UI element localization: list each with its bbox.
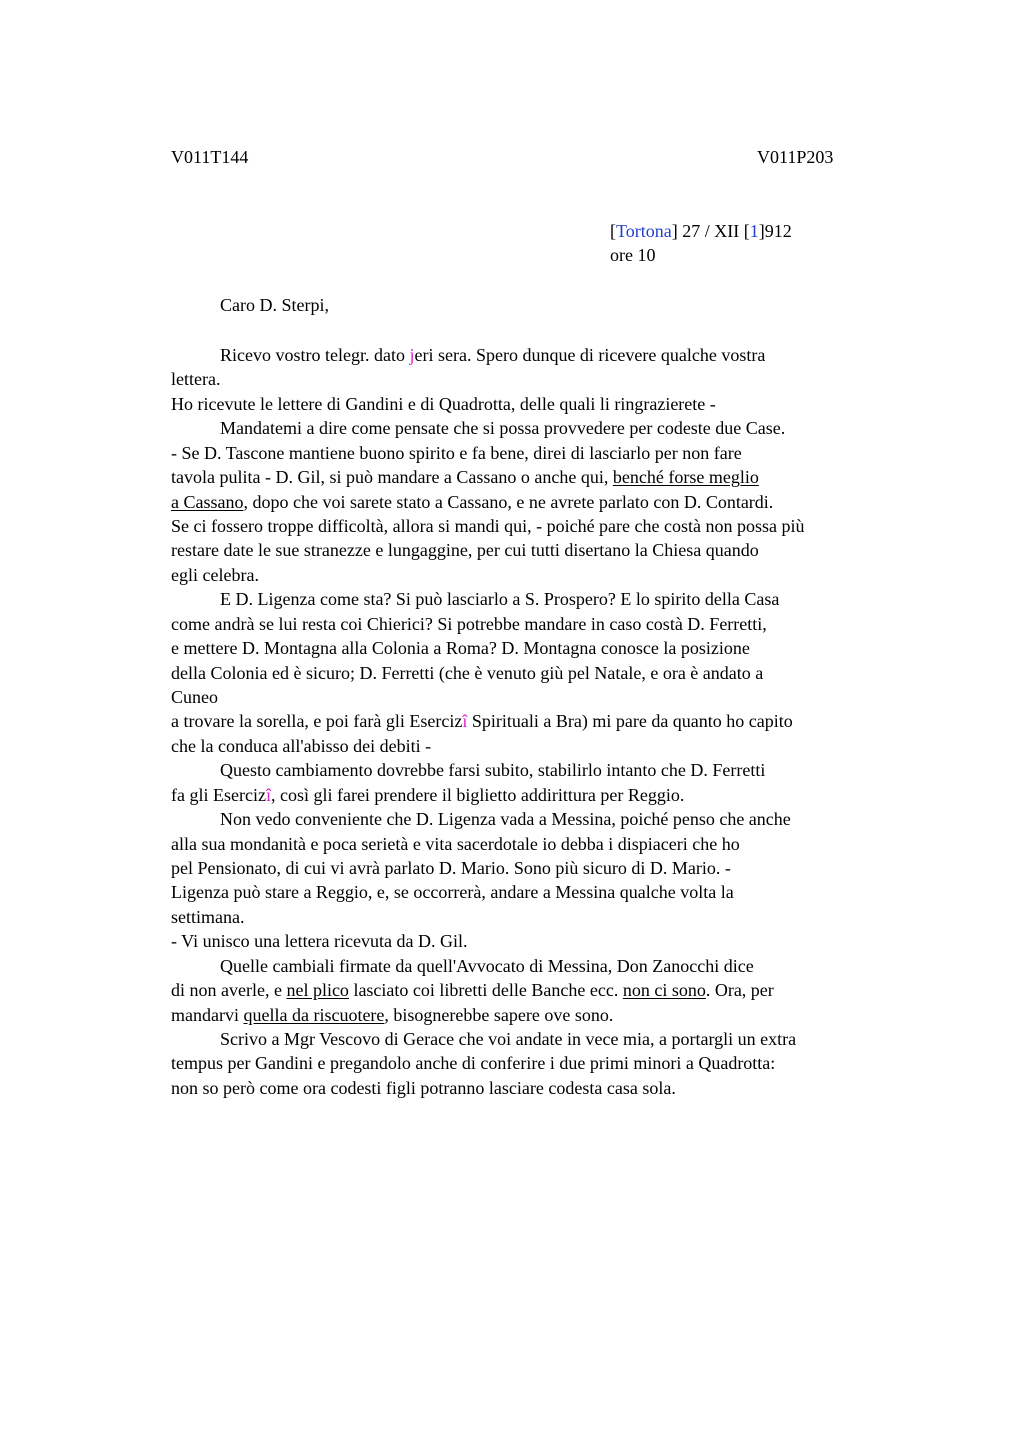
- body-line: Non vedo conveniente che D. Ligenza vada a Messina, poiché penso che anche: [220, 809, 791, 829]
- body-line: Se ci fossero troppe difficoltà, allora si mandi qui, - poiché pare che costà non possa più: [171, 516, 805, 536]
- text-segment: eri sera. Spero dunque di ricevere qualche vostra: [414, 345, 766, 365]
- text-segment: , dopo che voi sarete stato a Cassano, e ne avrete parlato con D. Contardi.: [243, 492, 774, 512]
- body-line: [171, 709, 793, 733]
- body-line: Cuneo: [171, 687, 218, 707]
- text-segment: tavola pulita - D. Gil, si può mandare a Cassano o anche qui,: [171, 467, 613, 487]
- body-line: tempus per Gandini e pregandolo anche di conferire i due primi minori a Quadrotta:: [171, 1053, 776, 1073]
- dateline-year-digit: 1: [749, 221, 759, 241]
- body-line: alla sua mondanità e poca serietà e vita sacerdotale io debba i dispiaceri che ho: [171, 834, 740, 854]
- body-line: pel Pensionato, di cui vi avrà parlato D. Mario. Sono più sicuro di D. Mario. -: [171, 858, 731, 878]
- body-line: Mandatemi a dire come pensate che si possa provvedere per codeste due Case.: [220, 418, 786, 438]
- editorial-mark: j: [409, 345, 415, 365]
- body-line: come andrà se lui resta coi Chierici? Si potrebbe mandare in caso costà D. Ferretti,: [171, 614, 767, 634]
- body-line: [171, 465, 759, 489]
- body-line: che la conduca all'abisso dei debiti -: [171, 736, 432, 756]
- underlined-text: quella da riscuotere: [243, 1005, 385, 1025]
- dateline-date: ] 27 / XII [: [671, 221, 750, 241]
- dateline-time: ore 10: [610, 245, 656, 265]
- underlined-text: nel plico: [286, 980, 349, 1000]
- text-segment: . Ora, per: [705, 980, 774, 1000]
- underlined-text: benché forse meglio: [612, 467, 759, 487]
- text-segment: di non averle, e: [171, 980, 287, 1000]
- dateline-year: ]912: [758, 221, 792, 241]
- text-segment: mandarvi: [171, 1005, 244, 1025]
- document-code-left: V011T144: [171, 147, 249, 167]
- body-line: egli celebra.: [171, 565, 259, 585]
- body-line: settimana.: [171, 907, 245, 927]
- body-line: [171, 978, 774, 1002]
- body-line: [171, 490, 773, 514]
- text-segment: , così gli farei prendere il biglietto addirittura per Reggio.: [270, 785, 685, 805]
- dateline: [610, 221, 792, 242]
- body-line: Ligenza può stare a Reggio, e, se occorrerà, andare a Messina qualche volta la: [171, 882, 734, 902]
- salutation: Caro D. Sterpi,: [220, 295, 329, 315]
- body-line: E D. Ligenza come sta? Si può lasciarlo a S. Prospero? E lo spirito della Casa: [220, 589, 780, 609]
- text-segment: Ricevo vostro telegr. dato: [220, 345, 410, 365]
- text-segment: lasciato coi libretti delle Banche ecc.: [348, 980, 623, 1000]
- body-line: Ho ricevute le lettere di Gandini e di Quadrotta, delle quali li ringrazierete -: [171, 394, 716, 414]
- editorial-mark: î: [265, 785, 271, 805]
- body-line: della Colonia ed è sicuro; D. Ferretti (che è venuto giù pel Natale, e ora è andato a: [171, 663, 764, 683]
- body-line: Quelle cambiali firmate da quell'Avvocato di Messina, Don Zanocchi dice: [220, 956, 754, 976]
- text-segment: a trovare la sorella, e poi farà gli Eserciz: [171, 711, 463, 731]
- body-line: non so però come ora codesti figli potranno lasciare codesta casa sola.: [171, 1078, 676, 1098]
- document-code-right: V011P203: [757, 147, 834, 167]
- body-line: Questo cambiamento dovrebbe farsi subito, stabilirlo intanto che D. Ferretti: [220, 760, 766, 780]
- body-line: lettera.: [171, 369, 221, 389]
- dateline-bracket: [: [610, 221, 616, 241]
- dateline-place: Tortona: [616, 221, 672, 241]
- text-segment: , bisognerebbe sapere ove sono.: [384, 1005, 614, 1025]
- body-line: e mettere D. Montagna alla Colonia a Roma? D. Montagna conosce la posizione: [171, 638, 750, 658]
- body-line: - Vi unisco una lettera ricevuta da D. Gil.: [171, 931, 468, 951]
- text-segment: fa gli Eserciz: [171, 785, 266, 805]
- underlined-text: a Cassano: [171, 492, 244, 512]
- text-segment: Spirituali a Bra) mi pare da quanto ho capito: [467, 711, 793, 731]
- body-line: restare date le sue stranezze e lungaggine, per cui tutti disertano la Chiesa quando: [171, 540, 759, 560]
- body-line: [171, 783, 684, 807]
- body-line: Scrivo a Mgr Vescovo di Gerace che voi andate in vece mia, a portargli un extra: [220, 1029, 797, 1049]
- body-line: [220, 343, 765, 367]
- body-line: - Se D. Tascone mantiene buono spirito e fa bene, direi di lasciarlo per non fare: [171, 443, 742, 463]
- body-line: [171, 1003, 613, 1027]
- editorial-mark: î: [462, 711, 468, 731]
- underlined-text: non ci sono: [622, 980, 706, 1000]
